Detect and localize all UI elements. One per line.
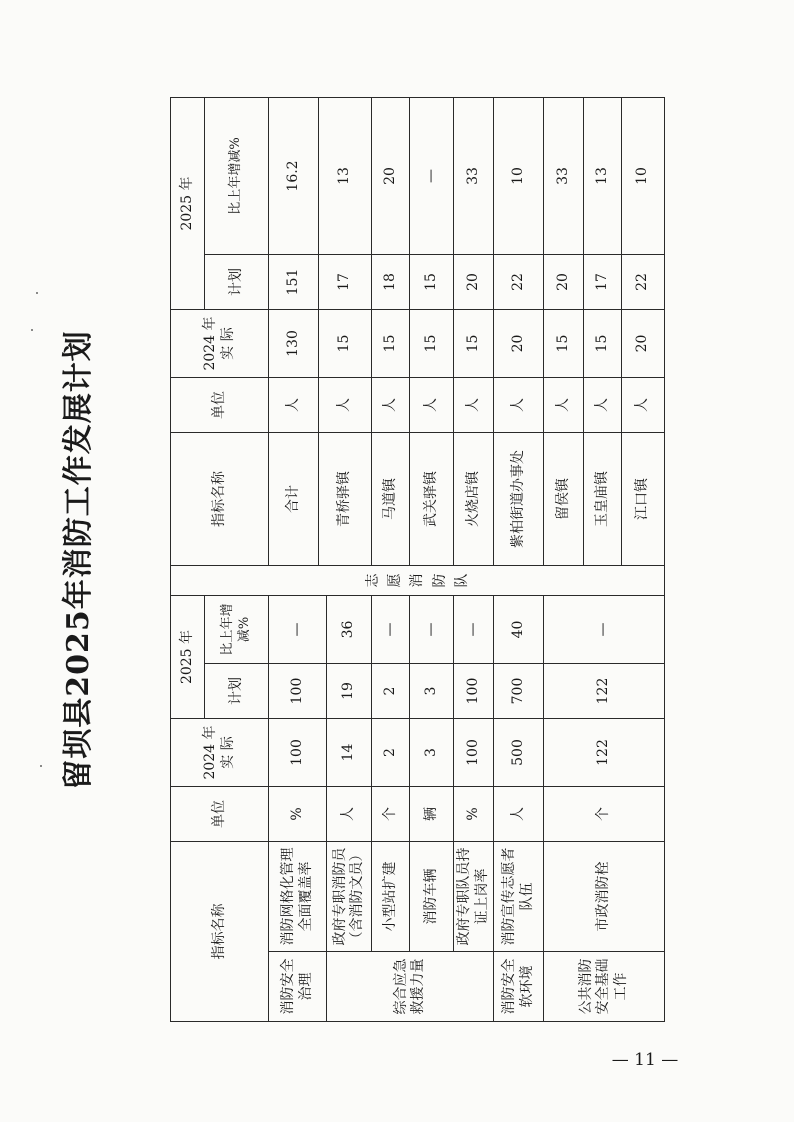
right-indicator-name: 武关驿镇 xyxy=(410,433,454,566)
left-actual-2024: 2 xyxy=(372,719,410,787)
right-unit: 人 xyxy=(372,378,410,433)
left-change: — xyxy=(269,596,327,664)
right-indicator-name: 合计 xyxy=(269,433,319,566)
right-unit: 人 xyxy=(454,378,494,433)
right-header-unit: 单位 xyxy=(171,378,269,433)
left-header-actual-2024: 2024 年实 际 xyxy=(171,719,269,787)
left-indicator-name: 消防宣传志愿者队伍 xyxy=(494,842,544,952)
right-change: 13 xyxy=(584,98,622,255)
left-plan-2025: 700 xyxy=(494,664,544,719)
left-indicator-name: 消防车辆 xyxy=(410,842,454,952)
left-header-change: 比上年增减% xyxy=(205,596,269,664)
right-plan-2025: 20 xyxy=(454,255,494,310)
right-actual-2024: 15 xyxy=(319,310,372,378)
right-plan-2025: 17 xyxy=(584,255,622,310)
right-plan-2025: 20 xyxy=(544,255,584,310)
right-unit: 人 xyxy=(319,378,372,433)
rotated-landscape-page xyxy=(56,98,668,1022)
right-actual-2024: 15 xyxy=(544,310,584,378)
right-unit: 人 xyxy=(269,378,319,433)
right-header-indicator: 指标名称 xyxy=(171,433,269,566)
left-category-cell: 消防安全软环境 xyxy=(494,952,544,1022)
right-header-plan: 计划 xyxy=(205,255,269,310)
left-unit: 个 xyxy=(372,787,410,842)
left-indicator-name: 小型站扩建 xyxy=(372,842,410,952)
right-indicator-name: 青桥驿镇 xyxy=(319,433,372,566)
left-header-plan: 计划 xyxy=(205,664,269,719)
right-indicator-name: 玉皇庙镇 xyxy=(584,433,622,566)
right-plan-2025: 18 xyxy=(372,255,410,310)
left-actual-2024: 100 xyxy=(269,719,327,787)
right-actual-2024: 15 xyxy=(454,310,494,378)
right-change: 20 xyxy=(372,98,410,255)
scan-speck xyxy=(36,292,38,294)
left-unit: 人 xyxy=(327,787,372,842)
document-title: 留坝县2025年消防工作发展计划 xyxy=(61,330,96,790)
left-change: 36 xyxy=(327,596,372,664)
left-indicator-name: 政府专职消防员（含消防文员） xyxy=(327,842,372,952)
left-header-2025: 2025 年 xyxy=(171,596,205,719)
right-change: 16.2 xyxy=(269,98,319,255)
middle-column xyxy=(171,566,665,596)
right-change: 33 xyxy=(454,98,494,255)
left-change: — xyxy=(544,596,665,664)
right-indicator-name: 留侯镇 xyxy=(544,433,584,566)
right-unit: 人 xyxy=(584,378,622,433)
left-category-cell: 消防安全治理 xyxy=(269,952,327,1022)
volunteer-brigade-label: 志 愿 消 防 队 xyxy=(364,573,471,588)
right-plan-2025: 22 xyxy=(494,255,544,310)
left-unit: 辆 xyxy=(410,787,454,842)
right-indicator-name: 紫柏街道办事处 xyxy=(494,433,544,566)
left-header-unit: 单位 xyxy=(171,787,269,842)
left-plan-2025: 122 xyxy=(544,664,665,719)
left-unit: 人 xyxy=(494,787,544,842)
left-change: — xyxy=(454,596,494,664)
left-plan-2025: 100 xyxy=(454,664,494,719)
right-change: 33 xyxy=(544,98,584,255)
left-unit: % xyxy=(269,787,327,842)
left-indicator-name: 市政消防栓 xyxy=(544,842,665,952)
left-header-indicator: 指标名称 xyxy=(171,842,269,1022)
right-change: 10 xyxy=(622,98,665,255)
right-plan-2025: 22 xyxy=(622,255,665,310)
right-plan-2025: 151 xyxy=(269,255,319,310)
left-change: 40 xyxy=(494,596,544,664)
right-change: 13 xyxy=(319,98,372,255)
page-number: — 11 — xyxy=(611,1050,679,1070)
left-unit: 个 xyxy=(544,787,665,842)
right-plan-2025: 17 xyxy=(319,255,372,310)
right-actual-2024: 15 xyxy=(584,310,622,378)
right-unit: 人 xyxy=(544,378,584,433)
right-change: 10 xyxy=(494,98,544,255)
left-category-cell: 公共消防安全基础工作 xyxy=(544,952,665,1022)
fire-work-plan-table xyxy=(170,97,665,1022)
left-change: — xyxy=(372,596,410,664)
right-unit: 人 xyxy=(622,378,665,433)
left-category-cell: 综合应急救援力量 xyxy=(327,952,494,1022)
left-plan-2025: 3 xyxy=(410,664,454,719)
right-unit: 人 xyxy=(494,378,544,433)
left-actual-2024: 500 xyxy=(494,719,544,787)
right-indicator-name: 马道镇 xyxy=(372,433,410,566)
right-change: — xyxy=(410,98,454,255)
right-actual-2024: 15 xyxy=(372,310,410,378)
left-actual-2024: 3 xyxy=(410,719,454,787)
right-indicator-name: 江口镇 xyxy=(622,433,665,566)
right-header-actual-2024: 2024 年实 际 xyxy=(171,310,269,378)
right-unit: 人 xyxy=(410,378,454,433)
scan-speck xyxy=(40,765,42,767)
right-plan-2025: 15 xyxy=(410,255,454,310)
scan-speck xyxy=(31,329,33,331)
right-header-2025: 2025 年 xyxy=(171,98,205,310)
right-actual-2024: 15 xyxy=(410,310,454,378)
right-actual-2024: 20 xyxy=(494,310,544,378)
right-actual-2024: 130 xyxy=(269,310,319,378)
left-indicator-name: 消防网格化管理全面覆盖率 xyxy=(269,842,327,952)
left-indicator-name: 政府专职队员持证上岗率 xyxy=(454,842,494,952)
left-change: — xyxy=(410,596,454,664)
left-plan-2025: 2 xyxy=(372,664,410,719)
right-header-change: 比上年增减% xyxy=(205,98,269,255)
left-unit: % xyxy=(454,787,494,842)
right-actual-2024: 20 xyxy=(622,310,665,378)
left-actual-2024: 14 xyxy=(327,719,372,787)
left-actual-2024: 122 xyxy=(544,719,665,787)
left-actual-2024: 100 xyxy=(454,719,494,787)
right-indicator-name: 火烧店镇 xyxy=(454,433,494,566)
left-plan-2025: 19 xyxy=(327,664,372,719)
left-plan-2025: 100 xyxy=(269,664,327,719)
